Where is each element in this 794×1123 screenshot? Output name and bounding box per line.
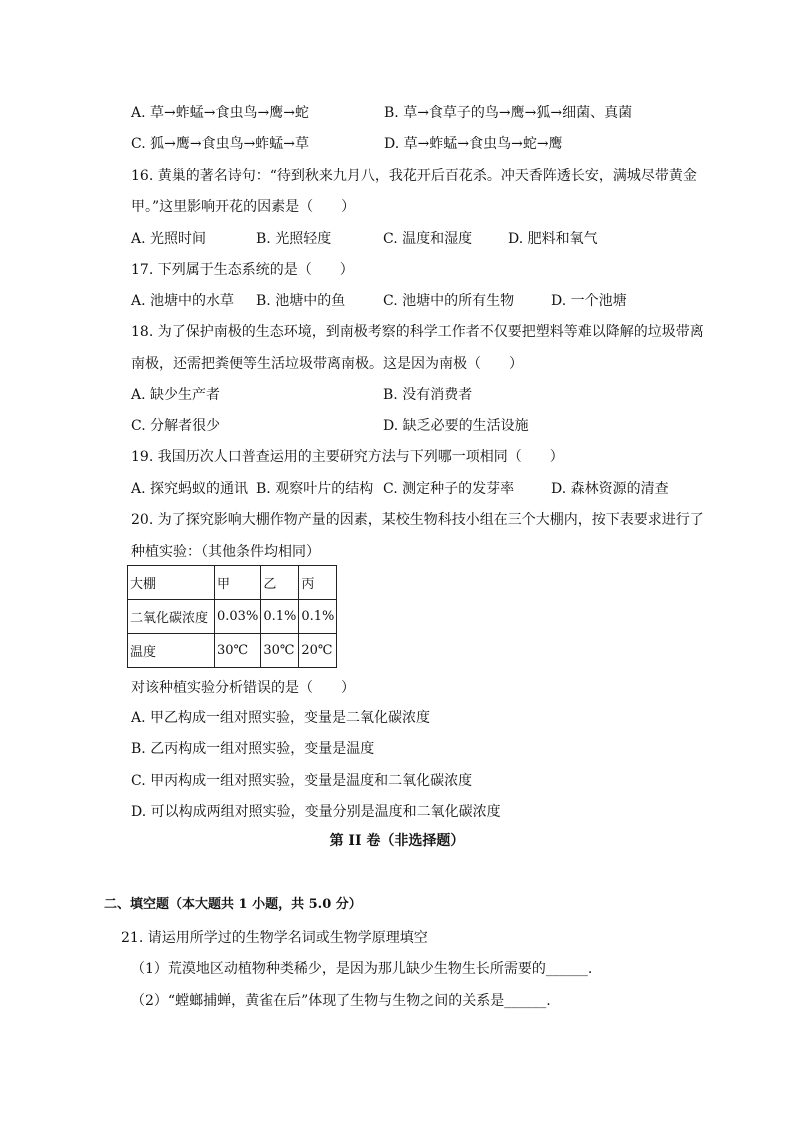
q20-stem-line1: 20. 为了探究影响大棚作物产量的因素，某校生物科技小组在三个大棚内，按下表要求进行了 (131, 512, 704, 528)
q17-option-b: B. 池塘中的鱼 (256, 293, 346, 309)
q18-option-c: C. 分解者很少 (131, 418, 221, 434)
table-cell: 0.1% (261, 600, 299, 634)
q16-option-c: C. 温度和湿度 (383, 231, 473, 247)
table-cell: 0.03% (215, 600, 261, 634)
q17-stem: 17. 下列属于生态系统的是（ ） (131, 262, 354, 278)
q21-part2: （2）“螳螂捕蝉，黄雀在后”体现了生物与生物之间的关系是______. (131, 993, 551, 1009)
q21-stem: 21. 请运用所学过的生物学名词或生物学原理填空 (121, 930, 428, 946)
experiment-table (127, 565, 337, 668)
q20-option-a: A. 甲乙构成一组对照实验，变量是二氧化碳浓度 (131, 710, 431, 726)
table-cell: 二氧化碳浓度 (128, 600, 215, 634)
table-cell: 30℃ (261, 634, 299, 668)
section2-heading: 二、填空题（本大题共 1 小题，共 5.0 分） (104, 897, 362, 912)
part2-title: 第 II 卷（非选择题） (329, 833, 465, 849)
q16-option-d: D. 肥料和氧气 (508, 231, 598, 247)
q20-option-c: C. 甲丙构成一组对照实验，变量是温度和二氧化碳浓度 (131, 773, 473, 789)
q16-option-a: A. 光照时间 (131, 231, 207, 247)
q19-option-c: C. 测定种子的发芽率 (383, 481, 515, 497)
q20-question: 对该种植实验分析错误的是（ ） (131, 680, 355, 696)
table-cell: 30℃ (215, 634, 261, 668)
q18-stem-line1: 18. 为了保护南极的生态环境，到南极考察的科学工作者不仅要把塑料等难以降解的垃圾带离 (131, 324, 704, 340)
q18-option-d: D. 缺乏必要的生活设施 (383, 418, 529, 434)
q16-option-b: B. 光照轻度 (256, 231, 332, 247)
q16-stem-line2: 甲。”这里影响开花的因素是（ ） (131, 199, 356, 215)
table-cell: 甲 (215, 566, 261, 600)
table-cell: 丙 (299, 566, 337, 600)
q21-part1: （1）荒漠地区动植物种类稀少，是因为那儿缺少生物生长所需要的______. (131, 961, 593, 977)
table-cell: 乙 (261, 566, 299, 600)
table-cell: 20℃ (299, 634, 337, 668)
table-row-header (128, 566, 337, 600)
q15-option-c: C. 狐→鹰→食虫鸟→蚱蜢→草 (131, 136, 310, 152)
q16-stem-line1: 16. 黄巢的著名诗句：“待到秋来九月八，我花开后百花杀。冲天香阵透长安，满城尽带黄金 (131, 168, 697, 184)
q19-option-d: D. 森林资源的清查 (551, 481, 669, 497)
q20-option-b: B. 乙丙构成一组对照实验，变量是温度 (131, 741, 375, 757)
table-row-co2 (128, 600, 337, 634)
q19-stem: 19. 我国历次人口普查运用的主要研究方法与下列哪一项相同（ ） (131, 449, 564, 465)
table-cell: 0.1% (299, 600, 337, 634)
q17-option-c: C. 池塘中的所有生物 (383, 293, 515, 309)
q19-option-b: B. 观察叶片的结构 (256, 481, 374, 497)
q18-option-a: A. 缺少生产者 (131, 387, 221, 403)
q15-option-a: A. 草→蚱蜢→食虫鸟→鹰→蛇 (131, 105, 309, 121)
q17-option-a: A. 池塘中的水草 (131, 293, 235, 309)
q17-option-d: D. 一个池塘 (551, 293, 627, 309)
q19-option-a: A. 探究蚂蚁的通讯 (131, 481, 249, 497)
q20-stem-line2: 种植实验：（其他条件均相同） (131, 544, 320, 560)
q18-stem-line2: 南极，还需把粪便等生活垃圾带离南极。这是因为南极（ ） (131, 356, 523, 372)
table-row-temperature (128, 634, 337, 668)
q15-option-b: B. 草→食草子的鸟→鹰→狐→细菌、真菌 (384, 105, 633, 121)
table-cell: 大棚 (128, 566, 215, 600)
table-cell: 温度 (128, 634, 215, 668)
q18-option-b: B. 没有消费者 (383, 387, 473, 403)
q15-option-d: D. 草→蚱蜢→食虫鸟→蛇→鹰 (384, 136, 563, 152)
q20-option-d: D. 可以构成两组对照实验，变量分别是温度和二氧化碳浓度 (131, 804, 501, 820)
